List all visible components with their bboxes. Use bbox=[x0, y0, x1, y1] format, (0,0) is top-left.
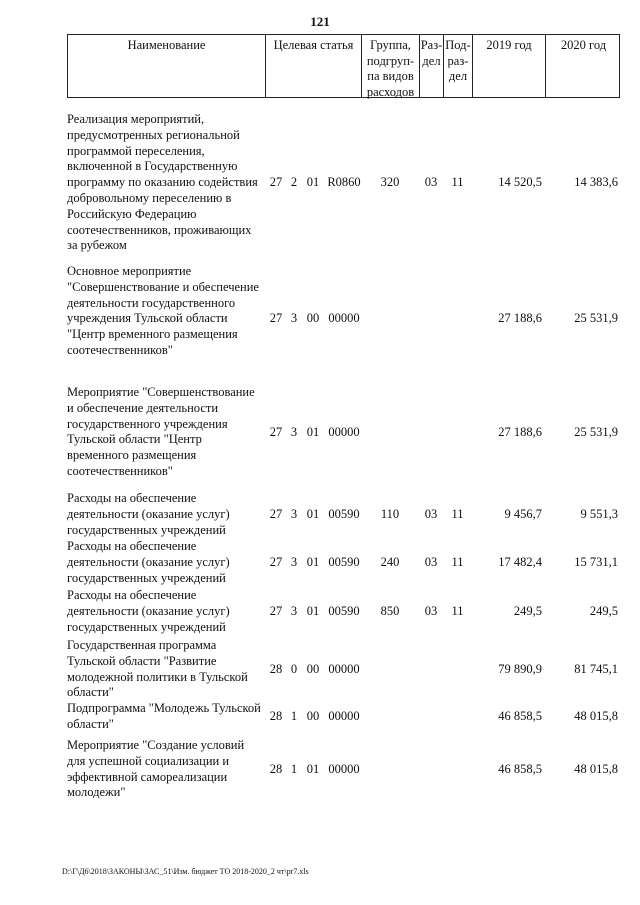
row-group: 240 bbox=[380, 554, 400, 569]
row-target-3: 01 bbox=[306, 761, 320, 776]
row-2019: 9 456,7 bbox=[504, 506, 542, 521]
row-2019: 46 858,5 bbox=[498, 761, 542, 776]
row-name: Основное мероприятие "Совершенствование и обеспечение деятельности государственного учреждения Тульской области "Центр временного размещения соотечественников" bbox=[67, 264, 259, 357]
row-2019: 27 188,6 bbox=[498, 424, 542, 439]
row-target-2: 3 bbox=[290, 603, 298, 618]
row-target-1: 28 bbox=[269, 708, 283, 723]
row-name: Мероприятие "Совершенствование и обеспечение деятельности государственного учреждения Тульской области "Центр временного размещения соотечественников" bbox=[67, 385, 255, 478]
table-header bbox=[67, 34, 620, 98]
row-2019: 46 858,5 bbox=[498, 708, 542, 723]
row-group: 110 bbox=[380, 506, 400, 521]
file-path-footer: D:\Г\Д6\2018\ЗАКОНЫ\ЗАС_51\Изм. бюджет ТО 2018-2020_2 чт\pr7.xls bbox=[62, 867, 309, 876]
row-target-2: 3 bbox=[290, 506, 298, 521]
row-podrazdel: 11 bbox=[451, 603, 464, 618]
row-target-1: 27 bbox=[269, 554, 283, 569]
row-target-4: 00590 bbox=[328, 506, 360, 521]
row-2020: 25 531,9 bbox=[574, 311, 618, 326]
row-target-2: 2 bbox=[290, 175, 298, 190]
row-target-3: 00 bbox=[306, 311, 320, 326]
row-2019: 249,5 bbox=[513, 603, 542, 618]
table-row bbox=[67, 539, 620, 586]
row-2020: 25 531,9 bbox=[574, 424, 618, 439]
row-target-1: 27 bbox=[269, 506, 283, 521]
table-row bbox=[67, 701, 620, 733]
row-group: 320 bbox=[380, 175, 400, 190]
row-target-3: 00 bbox=[306, 661, 320, 676]
row-razdel: 03 bbox=[424, 175, 438, 190]
row-target-3: 01 bbox=[306, 554, 320, 569]
row-name: Расходы на обеспечение деятельности (оказание услуг) государственных учреждений bbox=[67, 539, 230, 585]
row-2019: 79 890,9 bbox=[498, 661, 542, 676]
header-2020: 2020 год bbox=[560, 38, 607, 52]
row-name: Подпрограмма "Молодежь Тульской области" bbox=[67, 701, 261, 731]
row-target-4: 00590 bbox=[328, 554, 360, 569]
row-target-3: 01 bbox=[306, 175, 320, 190]
row-target-4: 00000 bbox=[328, 424, 360, 439]
header-2019: 2019 год bbox=[473, 35, 546, 97]
header-name: Наименование bbox=[68, 35, 266, 97]
table-row bbox=[67, 638, 620, 701]
row-razdel: 03 bbox=[424, 603, 438, 618]
row-target-2: 3 bbox=[290, 311, 298, 326]
row-2020: 14 383,6 bbox=[574, 175, 618, 190]
row-target-2: 3 bbox=[290, 554, 298, 569]
row-target-1: 27 bbox=[269, 424, 283, 439]
row-target-4: 00000 bbox=[328, 311, 360, 326]
row-target-3: 01 bbox=[306, 424, 320, 439]
row-target-3: 01 bbox=[306, 603, 320, 618]
row-name: Расходы на обеспечение деятельности (оказание услуг) государственных учреждений bbox=[67, 588, 230, 634]
row-group: 850 bbox=[380, 603, 400, 618]
row-target-4: 00000 bbox=[328, 761, 360, 776]
row-razdel: 03 bbox=[424, 506, 438, 521]
row-target-2: 3 bbox=[290, 424, 298, 439]
row-target-3: 01 bbox=[306, 506, 320, 521]
row-podrazdel: 11 bbox=[451, 554, 464, 569]
row-target-1: 27 bbox=[269, 603, 283, 618]
row-2020: 9 551,3 bbox=[580, 506, 618, 521]
table-row bbox=[67, 588, 620, 635]
row-2020: 249,5 bbox=[589, 603, 618, 618]
row-2020: 48 015,8 bbox=[574, 708, 618, 723]
row-name: Реализация мероприятий, предусмотренных региональной программой переселения, включенной в Государственную программу по оказанию содействия добровольному переселению в Российскую Федерацию соотечественников, проживающих за рубежом bbox=[67, 112, 258, 253]
row-target-2: 1 bbox=[290, 708, 298, 723]
table-row bbox=[67, 112, 620, 254]
header-target: Целевая статья bbox=[266, 35, 362, 97]
row-2020: 81 745,1 bbox=[574, 661, 618, 676]
header-group: Группа, подгруп- па видов расходов bbox=[362, 35, 420, 97]
row-target-4: 00590 bbox=[328, 603, 360, 618]
row-name: Государственная программа Тульской области "Развитие молодежной политики в Тульской области" bbox=[67, 638, 248, 700]
row-name: Мероприятие "Создание условий для успешной социализации и эффективной самореализации молодежи" bbox=[67, 738, 245, 800]
table-row bbox=[67, 491, 620, 538]
row-target-1: 28 bbox=[269, 761, 283, 776]
table-row bbox=[67, 738, 620, 801]
row-2019: 17 482,4 bbox=[498, 554, 542, 569]
row-podrazdel: 11 bbox=[451, 175, 464, 190]
row-2020: 48 015,8 bbox=[574, 761, 618, 776]
header-razdel: Раз- дел bbox=[420, 35, 444, 97]
header-podrazdel: Под- раз- дел bbox=[444, 35, 473, 97]
row-target-4: 00000 bbox=[328, 708, 360, 723]
table-row bbox=[67, 385, 620, 480]
row-target-3: 00 bbox=[306, 708, 320, 723]
row-target-2: 0 bbox=[290, 661, 298, 676]
row-2019: 14 520,5 bbox=[498, 175, 542, 190]
table-row bbox=[67, 264, 620, 375]
row-target-2: 1 bbox=[290, 761, 298, 776]
row-podrazdel: 11 bbox=[451, 506, 464, 521]
row-target-1: 28 bbox=[269, 661, 283, 676]
row-target-4: R0860 bbox=[327, 175, 361, 190]
row-target-1: 27 bbox=[269, 175, 283, 190]
row-target-4: 00000 bbox=[328, 661, 360, 676]
row-2019: 27 188,6 bbox=[498, 311, 542, 326]
page-number: 121 bbox=[310, 14, 330, 29]
row-target-1: 27 bbox=[269, 311, 283, 326]
row-razdel: 03 bbox=[424, 554, 438, 569]
row-name: Расходы на обеспечение деятельности (оказание услуг) государственных учреждений bbox=[67, 491, 230, 537]
row-2020: 15 731,1 bbox=[574, 554, 618, 569]
